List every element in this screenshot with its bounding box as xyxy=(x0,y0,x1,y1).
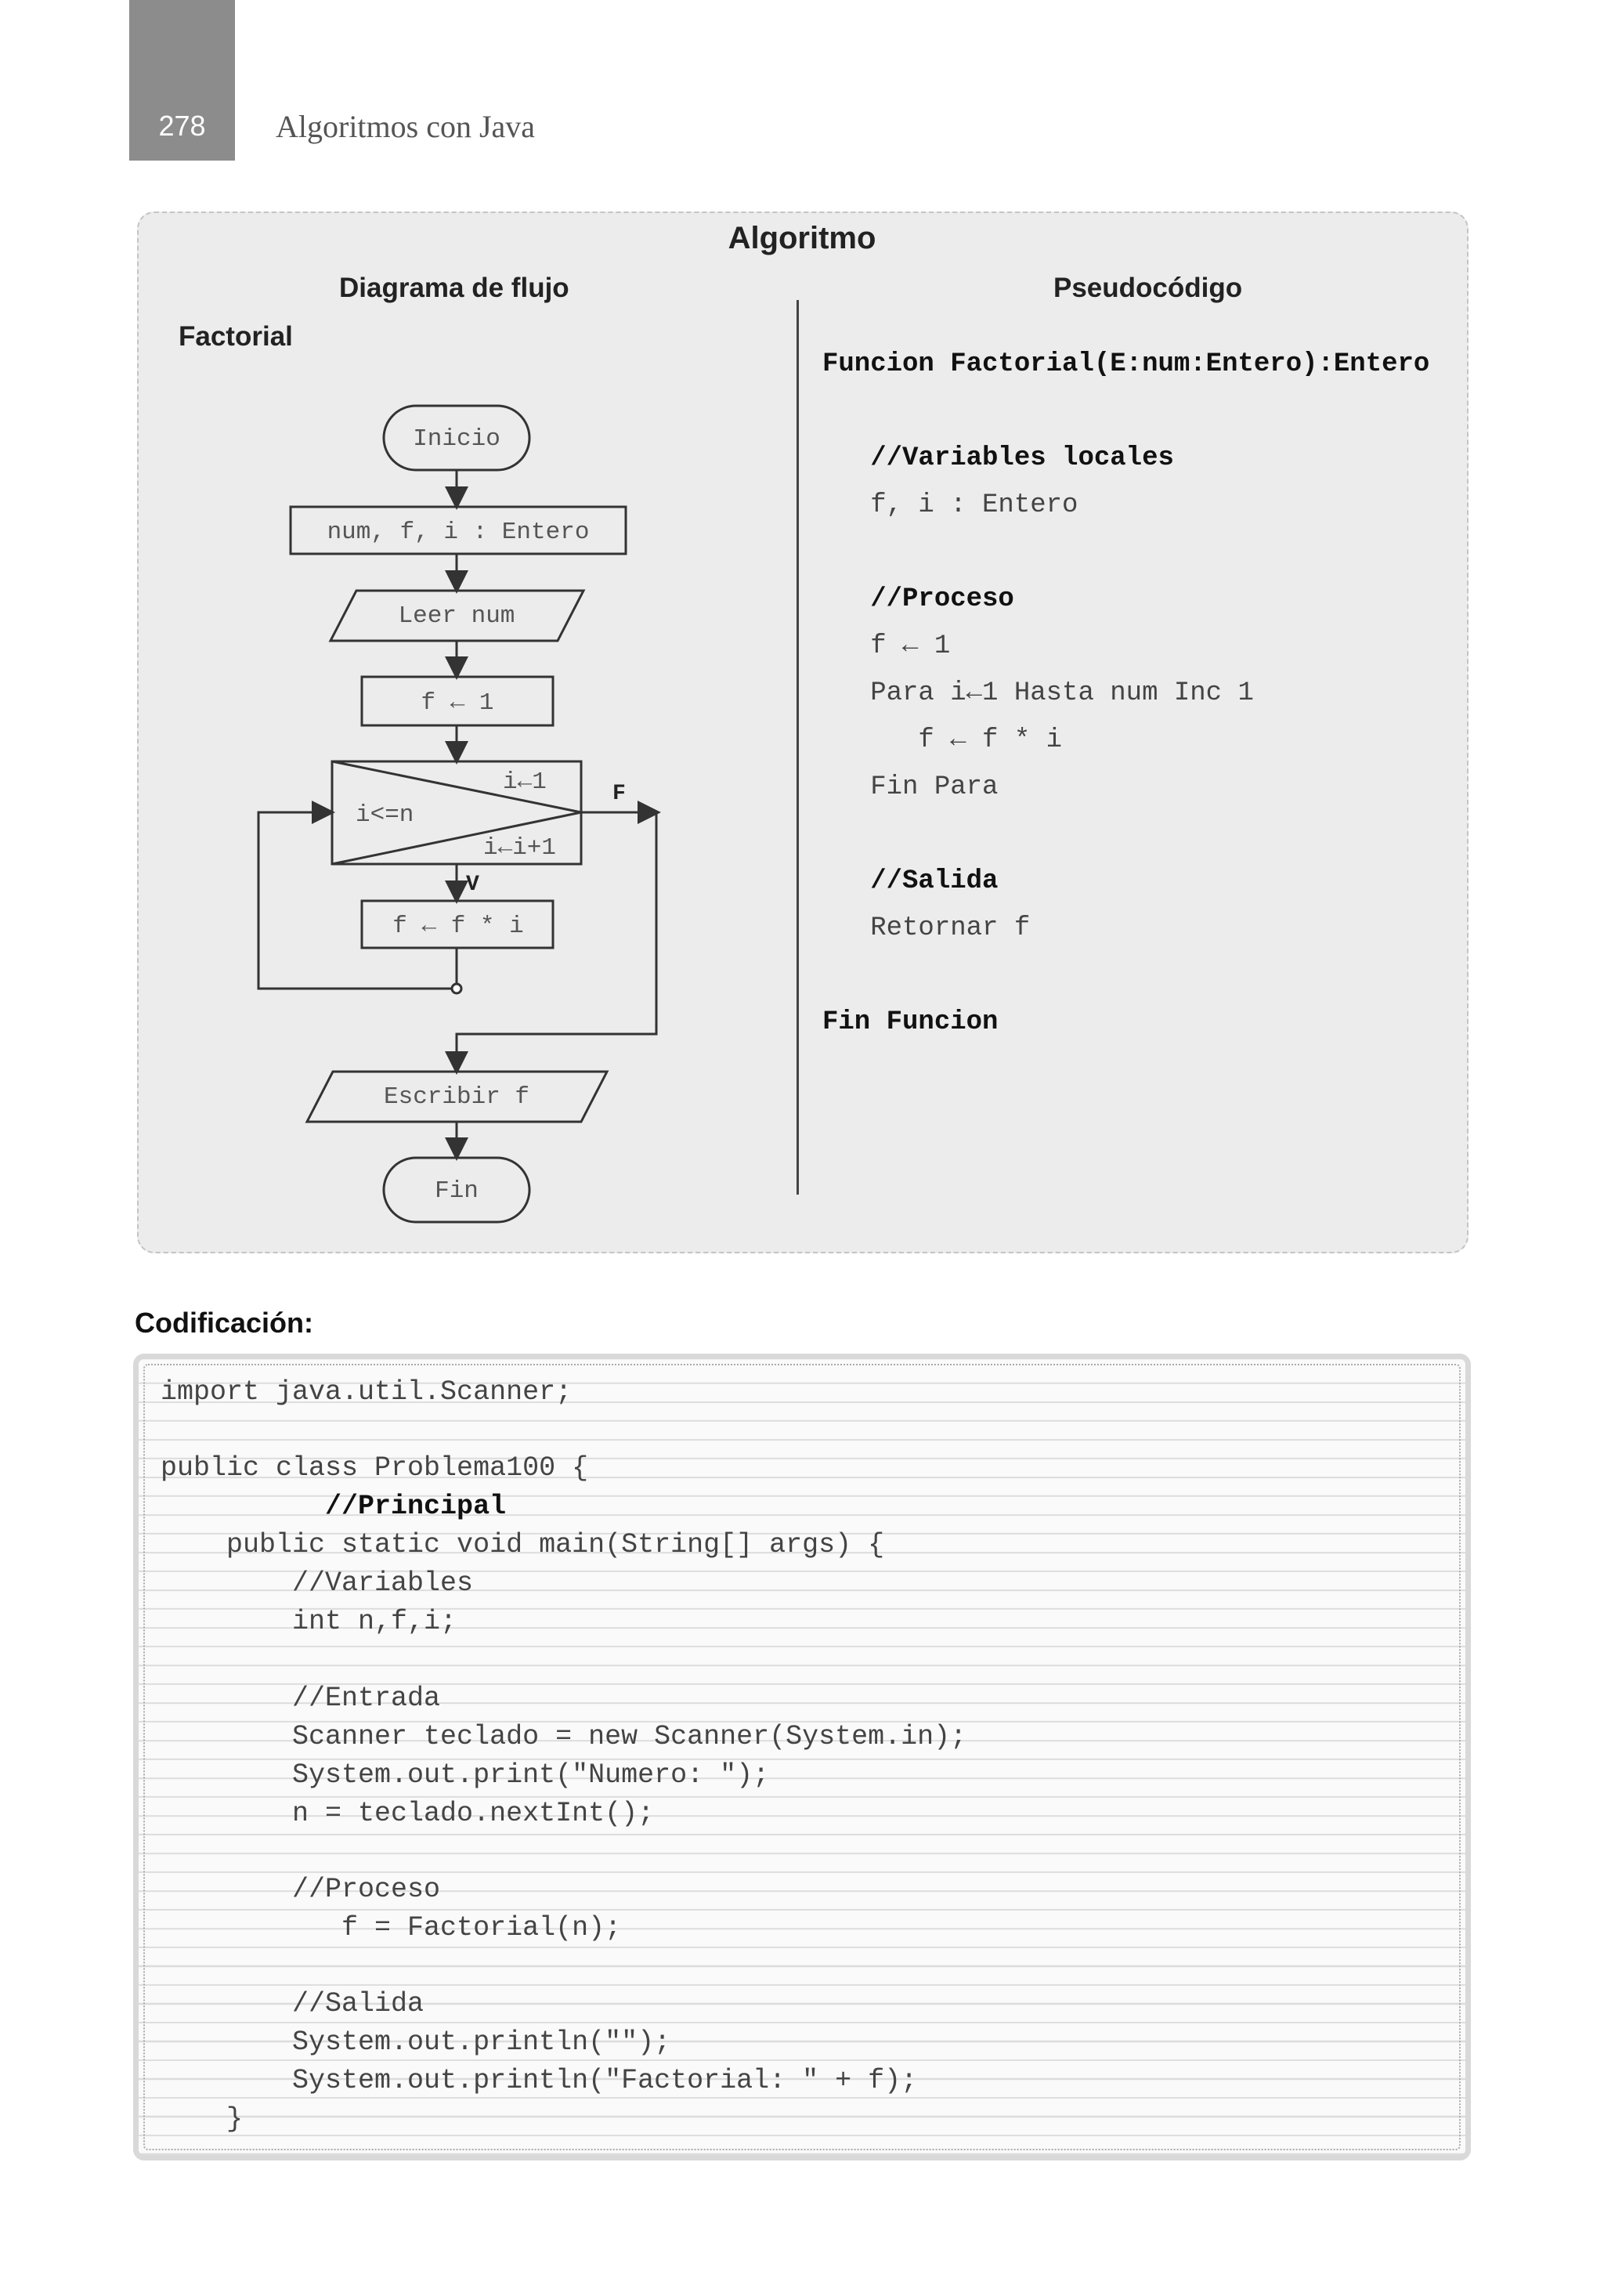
flow-heading: Diagrama de flujo xyxy=(339,273,569,303)
function-name: Factorial xyxy=(179,321,293,352)
code-line: System.out.println(""); xyxy=(161,2027,671,2058)
start-label: Inicio xyxy=(413,425,500,453)
code-line: f = Factorial(n); xyxy=(161,1912,622,1943)
loop-inc-label: i←i+1 xyxy=(483,834,557,862)
pseudo-line: Para i←1 Hasta num Inc 1 xyxy=(822,678,1254,708)
code-line: } xyxy=(161,2103,244,2135)
declare-label: num, f, i : Entero xyxy=(327,519,590,546)
code-line: //Variables xyxy=(161,1567,474,1599)
running-title: Algoritmos con Java xyxy=(276,109,536,144)
algorithm-title: Algoritmo xyxy=(728,221,876,255)
body-label: f ← f * i xyxy=(392,913,524,940)
code-line: int n,f,i; xyxy=(161,1606,457,1637)
false-label: F xyxy=(612,782,626,806)
loop-junction xyxy=(452,984,461,993)
read-label: Leer num xyxy=(398,602,515,630)
pseudo-line: Retornar f xyxy=(822,913,1031,943)
page-number: 278 xyxy=(158,110,206,142)
code-line: System.out.print("Numero: "); xyxy=(161,1759,770,1791)
coding-heading: Codificación: xyxy=(135,1307,314,1339)
pseudo-line: f, i : Entero xyxy=(822,490,1078,520)
code-line: Scanner teclado = new Scanner(System.in); xyxy=(161,1721,967,1752)
code-line: public class Problema100 { xyxy=(161,1452,589,1484)
pseudo-line: Funcion Factorial(E:num:Entero):Entero xyxy=(822,349,1430,379)
true-label: V xyxy=(466,873,479,897)
pseudo-line: Fin Funcion xyxy=(822,1007,999,1037)
init-label: f ← 1 xyxy=(421,689,494,717)
loop-init-label: i←1 xyxy=(503,768,547,796)
pseudo-line: Fin Para xyxy=(822,772,999,802)
pseudo-line: //Proceso xyxy=(822,584,1014,614)
pseudo-heading: Pseudocódigo xyxy=(1053,273,1243,303)
code-line: //Salida xyxy=(161,1988,424,2019)
pseudo-line: //Salida xyxy=(822,866,999,896)
code-line: System.out.println("Factorial: " + f); xyxy=(161,2065,918,2096)
code-line: //Principal xyxy=(161,1491,507,1522)
loop-cond-label: i<=n xyxy=(356,801,414,829)
code-line: //Proceso xyxy=(161,1874,441,1905)
pseudo-line: f ← 1 xyxy=(822,631,951,661)
code-line: n = teclado.nextInt(); xyxy=(161,1798,655,1829)
write-label: Escribir f xyxy=(383,1083,530,1111)
end-label: Fin xyxy=(435,1177,479,1205)
pseudo-line: //Variables locales xyxy=(822,443,1174,473)
code-line: //Entrada xyxy=(161,1683,441,1714)
pseudo-line: f ← f * i xyxy=(822,725,1063,755)
code-line: public static void main(String[] args) { xyxy=(161,1529,885,1560)
code-line: import java.util.Scanner; xyxy=(161,1376,573,1408)
